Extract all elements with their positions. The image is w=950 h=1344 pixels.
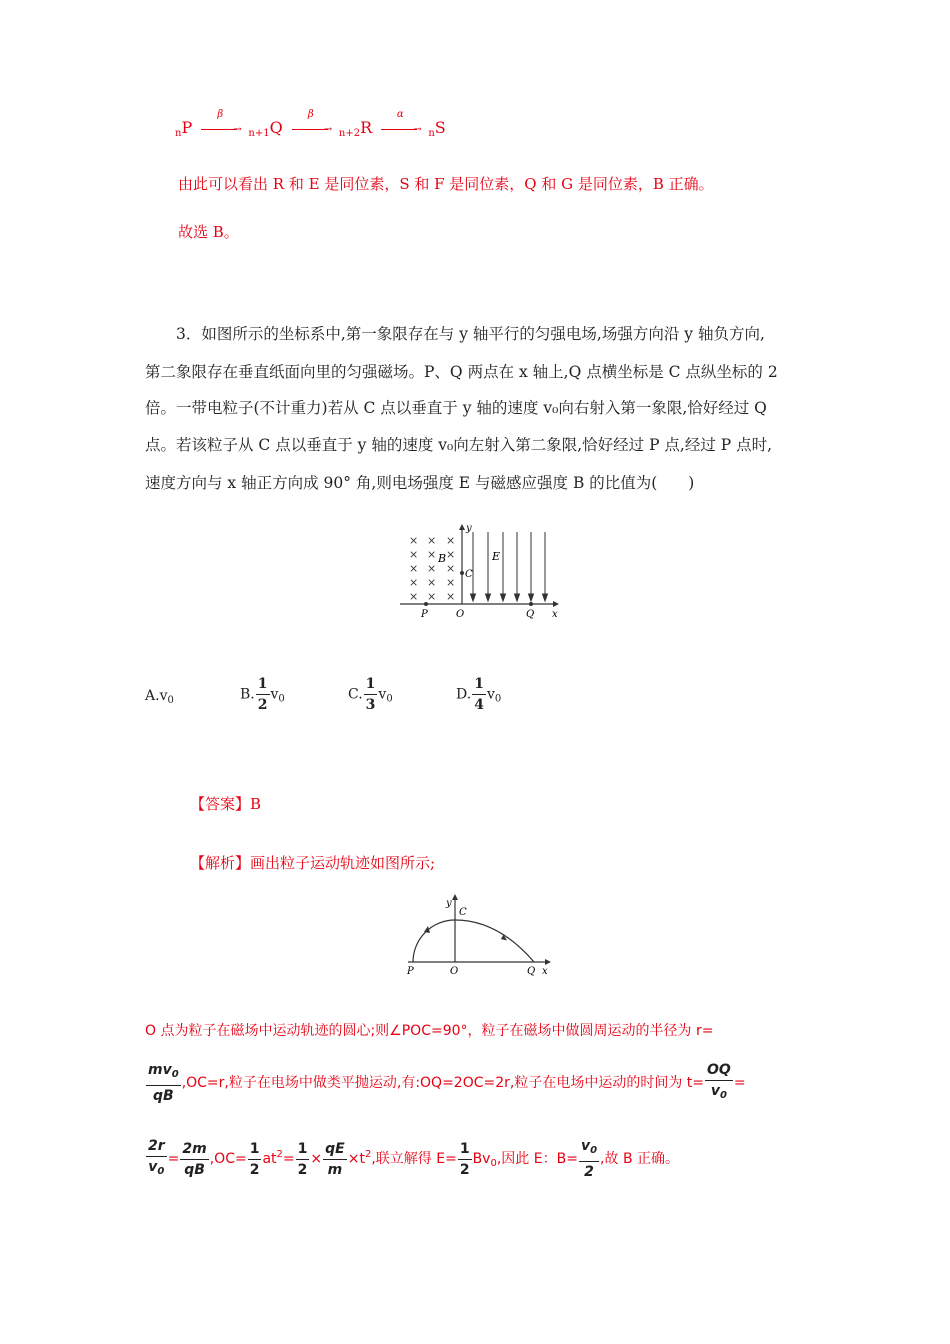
option-D-prefix: D. <box>456 686 472 703</box>
svg-text:×: × <box>427 590 437 603</box>
option-C-prefix: C. <box>348 686 363 703</box>
question-line-2: 第二象限存在垂直纸面向里的匀强磁场。P、Q 两点在 x 轴上,Q 点横坐标是 C 点纵坐标的 2 <box>145 363 778 381</box>
decay-arrow-3: α → <box>377 119 423 139</box>
fig1-C-label: C <box>465 569 473 580</box>
fig1-B-label: B <box>438 552 447 565</box>
answer-value: B <box>250 795 262 813</box>
analysis-tag: 【解析】 <box>190 854 251 872</box>
svg-text:×: × <box>409 548 419 561</box>
answer-line <box>190 793 261 814</box>
frac-mv0-qB: $\frac{mv_0}{qB}$ <box>148 1062 179 1104</box>
svg-text:×: × <box>409 562 419 575</box>
prev-conclusion: 由此可以看出 R 和 E 是同位素，S 和 F 是同位素，Q 和 G 是同位素，B 正确。 <box>178 175 714 193</box>
solution-line-3: $\frac{2r}{v_0}$ = $\frac{2m}{qB}$ ,OC= $\frac{1}{2}$ $at^2=$ $\frac{1}{2}$ × $\frac{qE}{m}$ $\times t^2$,联立解得 E= $\frac{1}{2}$ $Bv_0$,因此 E：B= $\frac{v_0}{2}$ ,故 B 正确。 <box>148 1138 680 1180</box>
frac-half-2: $\frac{1}{2}$ <box>297 1140 308 1178</box>
trajectory-diagram <box>398 892 558 982</box>
fig2-C-label: C <box>459 907 467 918</box>
fig2-y-label: y <box>446 898 452 909</box>
decay-p4-index: n <box>428 128 435 139</box>
fig1-O-label: O <box>456 609 465 620</box>
option-B-v: v <box>270 686 279 703</box>
decay-p1: P <box>181 118 193 137</box>
decay-arrow-1-label: β <box>217 108 224 120</box>
fig1-E-label: E <box>492 550 501 563</box>
question-line-3: 倍。一带电粒子(不计重力)若从 C 点以垂直于 y 轴的速度 v₀向右射入第一象限,恰好经过 Q <box>145 399 767 417</box>
option-D-fraction <box>472 674 486 715</box>
frac-half-3: $\frac{1}{2}$ <box>459 1140 470 1178</box>
svg-text:×: × <box>427 576 437 589</box>
fig1-Q-label: Q <box>526 609 535 620</box>
decay-p2: Q <box>269 118 283 137</box>
option-D-num: 1 <box>472 674 486 695</box>
analysis-line <box>190 852 435 873</box>
decay-p4: S <box>434 118 446 137</box>
fig2-Q-label: Q <box>527 966 536 977</box>
svg-text:×: × <box>427 534 437 547</box>
option-B-prefix: B. <box>240 686 255 703</box>
option-D-v: v <box>486 686 495 703</box>
question-line-4: 点。若该粒子从 C 点以垂直于 y 轴的速度 v₀向左射入第二象限,恰好经过 P 点,经过 P 点时, <box>145 436 773 454</box>
svg-text:×: × <box>446 548 456 561</box>
magnetic-field-crosses <box>409 534 455 603</box>
fig1-y-label: y <box>466 523 472 534</box>
option-A-sub: 0 <box>167 695 174 706</box>
solution-line-1: O 点为粒子在磁场中运动轨迹的圆心;则∠POC=90°，粒子在磁场中做圆周运动的半径为 r= <box>145 1023 714 1039</box>
field-diagram <box>395 522 565 622</box>
question-line-5: 速度方向与 x 轴正方向成 90° 角,则电场强度 E 与磁感应强度 B 的比值为( ) <box>145 474 695 492</box>
fig1-P-label: P <box>421 609 428 620</box>
option-B-sub: 0 <box>278 693 285 705</box>
option-C-sub: 0 <box>386 693 393 705</box>
decay-p2-index: n+1 <box>248 128 270 139</box>
solution-eq: = <box>733 1075 746 1091</box>
decay-arrow-3-label: α <box>396 108 404 120</box>
solution-line-2 <box>145 1060 746 1106</box>
svg-text:×: × <box>427 548 437 561</box>
decay-arrow-1: β → <box>197 119 243 139</box>
option-B[interactable] <box>240 674 285 715</box>
option-D-sub: 0 <box>494 693 502 705</box>
option-C-fraction <box>364 674 378 715</box>
svg-text:×: × <box>409 534 419 547</box>
fig1-x-label: x <box>552 609 558 620</box>
svg-text:×: × <box>427 562 437 575</box>
solution-line-2-text: ,OC=r,粒子在电场中做类平抛运动,有:OQ=2OC=2r,粒子在电场中运动的时间为 t= <box>181 1075 705 1091</box>
svg-text:×: × <box>446 590 456 603</box>
decay-p1-index: n <box>175 128 182 139</box>
electric-field-lines <box>471 532 548 601</box>
option-C-num: 1 <box>364 674 378 695</box>
option-A[interactable] <box>145 688 174 706</box>
answer-tag: 【答案】 <box>190 795 251 813</box>
frac-2m-qB: $\frac{2m}{qB}$ <box>182 1140 207 1178</box>
option-B-den: 2 <box>257 697 268 713</box>
option-C[interactable] <box>348 674 393 715</box>
analysis-text: 画出粒子运动轨迹如图所示; <box>250 854 436 872</box>
decay-p3-index: n+2 <box>338 128 361 139</box>
option-A-prefix: A. <box>145 688 160 704</box>
frac-qE-m: $\frac{qE}{m}$ <box>325 1140 345 1178</box>
option-B-fraction <box>256 674 270 715</box>
frac-half-1: $\frac{1}{2}$ <box>249 1140 260 1178</box>
option-D-den: 4 <box>474 697 484 713</box>
fig2-O-label: O <box>450 966 459 977</box>
svg-text:×: × <box>446 576 456 589</box>
decay-p3: R <box>360 118 373 137</box>
svg-text:×: × <box>409 576 419 589</box>
decay-arrow-2-label: β <box>307 108 314 120</box>
question-line-1: 3．如图所示的坐标系中,第一象限存在与 y 轴平行的匀强电场,场强方向沿 y 轴负方向, <box>176 325 765 343</box>
prev-choice: 故选 B。 <box>178 223 239 241</box>
frac-OQ-v0: $\frac{OQ}{v_0}$ <box>707 1062 731 1101</box>
decay-chain <box>175 108 446 139</box>
svg-text:×: × <box>446 562 456 575</box>
svg-text:×: × <box>446 534 456 547</box>
svg-text:×: × <box>409 590 419 603</box>
option-A-v: v <box>159 688 168 704</box>
decay-arrow-2: β → <box>288 119 334 139</box>
fig2-P-label: P <box>407 966 414 977</box>
fig2-x-label: x <box>542 966 548 977</box>
frac-2r-v0: $\frac{2r}{v_0}$ <box>148 1138 165 1177</box>
frac-v0-2: $\frac{v_0}{2}$ <box>580 1138 598 1180</box>
option-C-den: 3 <box>365 697 376 713</box>
option-C-v: v <box>378 686 387 703</box>
option-B-num: 1 <box>256 674 270 695</box>
option-D[interactable] <box>456 674 501 715</box>
